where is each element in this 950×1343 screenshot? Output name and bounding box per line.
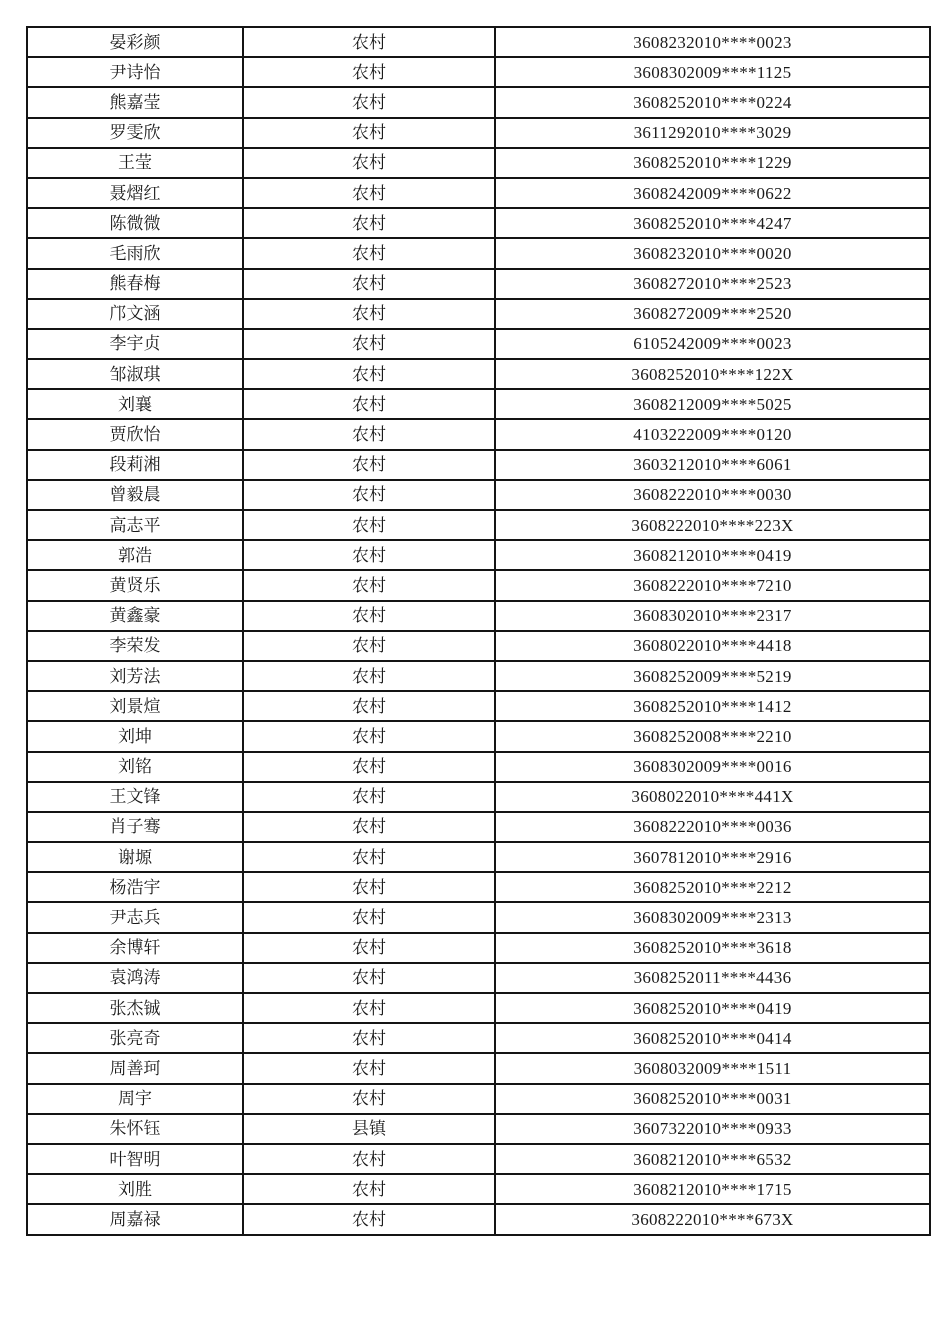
cell-name: 熊春梅 (27, 269, 243, 299)
table-row (27, 87, 930, 117)
cell-id-number: 3608222010****0036 (495, 812, 930, 842)
cell-id-number: 3608252010****0414 (495, 1023, 930, 1053)
cell-name: 谢塬 (27, 842, 243, 872)
cell-name: 朱怀钰 (27, 1114, 243, 1144)
cell-category: 农村 (243, 933, 495, 963)
cell-category: 农村 (243, 1204, 495, 1234)
cell-name: 王文锋 (27, 782, 243, 812)
cell-id-number: 3608252010****0224 (495, 87, 930, 117)
table-row (27, 872, 930, 902)
cell-name: 邹淑琪 (27, 359, 243, 389)
table-row (27, 812, 930, 842)
cell-id-number: 3608252010****3618 (495, 933, 930, 963)
table-row (27, 1174, 930, 1204)
cell-id-number: 3608232010****0023 (495, 27, 930, 57)
cell-name: 熊嘉莹 (27, 87, 243, 117)
cell-name: 段莉湘 (27, 450, 243, 480)
table-row (27, 902, 930, 932)
cell-category: 农村 (243, 1144, 495, 1174)
cell-name: 杨浩宇 (27, 872, 243, 902)
table-row (27, 299, 930, 329)
cell-category: 县镇 (243, 1114, 495, 1144)
cell-category: 农村 (243, 419, 495, 449)
cell-name: 毛雨欣 (27, 238, 243, 268)
cell-id-number: 3608302009****1125 (495, 57, 930, 87)
cell-id-number: 3607812010****2916 (495, 842, 930, 872)
cell-name: 叶智明 (27, 1144, 243, 1174)
cell-name: 曾毅晨 (27, 480, 243, 510)
cell-name: 陈微微 (27, 208, 243, 238)
cell-category: 农村 (243, 570, 495, 600)
cell-id-number: 3608032009****1511 (495, 1053, 930, 1083)
table-row (27, 691, 930, 721)
table-row (27, 752, 930, 782)
cell-category: 农村 (243, 87, 495, 117)
cell-name: 刘坤 (27, 721, 243, 751)
cell-id-number: 3608222010****7210 (495, 570, 930, 600)
cell-id-number: 3608222010****223X (495, 510, 930, 540)
cell-name: 尹志兵 (27, 902, 243, 932)
cell-id-number: 3608272009****2520 (495, 299, 930, 329)
table-row (27, 570, 930, 600)
cell-category: 农村 (243, 480, 495, 510)
cell-id-number: 3608252010****0031 (495, 1084, 930, 1114)
cell-category: 农村 (243, 450, 495, 480)
cell-category: 农村 (243, 359, 495, 389)
table-row (27, 57, 930, 87)
table-row (27, 450, 930, 480)
cell-id-number: 3608022010****4418 (495, 631, 930, 661)
cell-id-number: 3608222010****673X (495, 1204, 930, 1234)
cell-name: 刘胜 (27, 1174, 243, 1204)
cell-id-number: 3608222010****0030 (495, 480, 930, 510)
table-row (27, 540, 930, 570)
cell-id-number: 3608252010****1229 (495, 148, 930, 178)
cell-category: 农村 (243, 510, 495, 540)
cell-id-number: 3608252011****4436 (495, 963, 930, 993)
cell-category: 农村 (243, 872, 495, 902)
cell-id-number: 3608252010****2212 (495, 872, 930, 902)
cell-id-number: 3607322010****0933 (495, 1114, 930, 1144)
cell-id-number: 3608272010****2523 (495, 269, 930, 299)
cell-id-number: 3608302009****0016 (495, 752, 930, 782)
table-row (27, 359, 930, 389)
table-row (27, 963, 930, 993)
cell-category: 农村 (243, 1174, 495, 1204)
student-roster-table (26, 26, 931, 1236)
table-row (27, 1084, 930, 1114)
cell-name: 尹诗怡 (27, 57, 243, 87)
cell-id-number: 3608212010****6532 (495, 1144, 930, 1174)
table-row (27, 238, 930, 268)
cell-id-number: 3608212010****1715 (495, 1174, 930, 1204)
table-row (27, 782, 930, 812)
cell-category: 农村 (243, 389, 495, 419)
table-row (27, 269, 930, 299)
cell-category: 农村 (243, 1053, 495, 1083)
cell-name: 袁鸿涛 (27, 963, 243, 993)
table-row (27, 993, 930, 1023)
cell-id-number: 4103222009****0120 (495, 419, 930, 449)
cell-name: 高志平 (27, 510, 243, 540)
cell-category: 农村 (243, 1084, 495, 1114)
cell-name: 张杰铖 (27, 993, 243, 1023)
table-row (27, 601, 930, 631)
cell-name: 刘景煊 (27, 691, 243, 721)
table-row (27, 148, 930, 178)
cell-category: 农村 (243, 57, 495, 87)
cell-category: 农村 (243, 631, 495, 661)
cell-id-number: 3608252010****122X (495, 359, 930, 389)
table-row (27, 329, 930, 359)
cell-name: 黄贤乐 (27, 570, 243, 600)
table-row (27, 1114, 930, 1144)
cell-name: 余博轩 (27, 933, 243, 963)
cell-category: 农村 (243, 118, 495, 148)
cell-category: 农村 (243, 963, 495, 993)
cell-id-number: 3608212010****0419 (495, 540, 930, 570)
cell-category: 农村 (243, 329, 495, 359)
cell-category: 农村 (243, 148, 495, 178)
cell-category: 农村 (243, 1023, 495, 1053)
cell-id-number: 3611292010****3029 (495, 118, 930, 148)
cell-category: 农村 (243, 721, 495, 751)
cell-id-number: 3608212009****5025 (495, 389, 930, 419)
cell-id-number: 3608252010****4247 (495, 208, 930, 238)
cell-category: 农村 (243, 238, 495, 268)
cell-id-number: 3608252010****0419 (495, 993, 930, 1023)
cell-id-number: 3608252010****1412 (495, 691, 930, 721)
table-row (27, 208, 930, 238)
cell-id-number: 3608302010****2317 (495, 601, 930, 631)
cell-name: 黄鑫豪 (27, 601, 243, 631)
cell-name: 张亮奇 (27, 1023, 243, 1053)
cell-name: 刘襄 (27, 389, 243, 419)
cell-name: 周宇 (27, 1084, 243, 1114)
cell-category: 农村 (243, 691, 495, 721)
cell-name: 晏彩颜 (27, 27, 243, 57)
cell-category: 农村 (243, 902, 495, 932)
cell-name: 刘铭 (27, 752, 243, 782)
cell-id-number: 3608302009****2313 (495, 902, 930, 932)
cell-name: 聂熠红 (27, 178, 243, 208)
cell-category: 农村 (243, 782, 495, 812)
table-row (27, 1053, 930, 1083)
table-row (27, 178, 930, 208)
table-row (27, 842, 930, 872)
table-row (27, 419, 930, 449)
cell-id-number: 3608242009****0622 (495, 178, 930, 208)
table-row (27, 510, 930, 540)
cell-id-number: 6105242009****0023 (495, 329, 930, 359)
table-row (27, 1204, 930, 1234)
cell-category: 农村 (243, 178, 495, 208)
cell-name: 郭浩 (27, 540, 243, 570)
table-row (27, 721, 930, 751)
table-row (27, 118, 930, 148)
cell-name: 李宇贞 (27, 329, 243, 359)
cell-category: 农村 (243, 27, 495, 57)
cell-id-number: 3603212010****6061 (495, 450, 930, 480)
cell-id-number: 3608252009****5219 (495, 661, 930, 691)
table-row (27, 933, 930, 963)
cell-name: 罗雯欣 (27, 118, 243, 148)
cell-name: 邝文涵 (27, 299, 243, 329)
cell-name: 肖子骞 (27, 812, 243, 842)
cell-name: 贾欣怡 (27, 419, 243, 449)
table-row (27, 1023, 930, 1053)
table-row (27, 1144, 930, 1174)
cell-name: 刘芳法 (27, 661, 243, 691)
cell-category: 农村 (243, 299, 495, 329)
cell-name: 王莹 (27, 148, 243, 178)
table-row (27, 27, 930, 57)
cell-category: 农村 (243, 208, 495, 238)
table-row (27, 661, 930, 691)
cell-id-number: 3608252008****2210 (495, 721, 930, 751)
cell-category: 农村 (243, 842, 495, 872)
cell-category: 农村 (243, 601, 495, 631)
cell-id-number: 3608232010****0020 (495, 238, 930, 268)
cell-category: 农村 (243, 661, 495, 691)
cell-category: 农村 (243, 993, 495, 1023)
cell-category: 农村 (243, 540, 495, 570)
cell-id-number: 3608022010****441X (495, 782, 930, 812)
cell-name: 李荣发 (27, 631, 243, 661)
cell-name: 周嘉禄 (27, 1204, 243, 1234)
table-row (27, 389, 930, 419)
cell-category: 农村 (243, 752, 495, 782)
cell-category: 农村 (243, 812, 495, 842)
table-row (27, 631, 930, 661)
roster-table-body (27, 27, 930, 1235)
table-row (27, 480, 930, 510)
cell-name: 周善珂 (27, 1053, 243, 1083)
cell-category: 农村 (243, 269, 495, 299)
